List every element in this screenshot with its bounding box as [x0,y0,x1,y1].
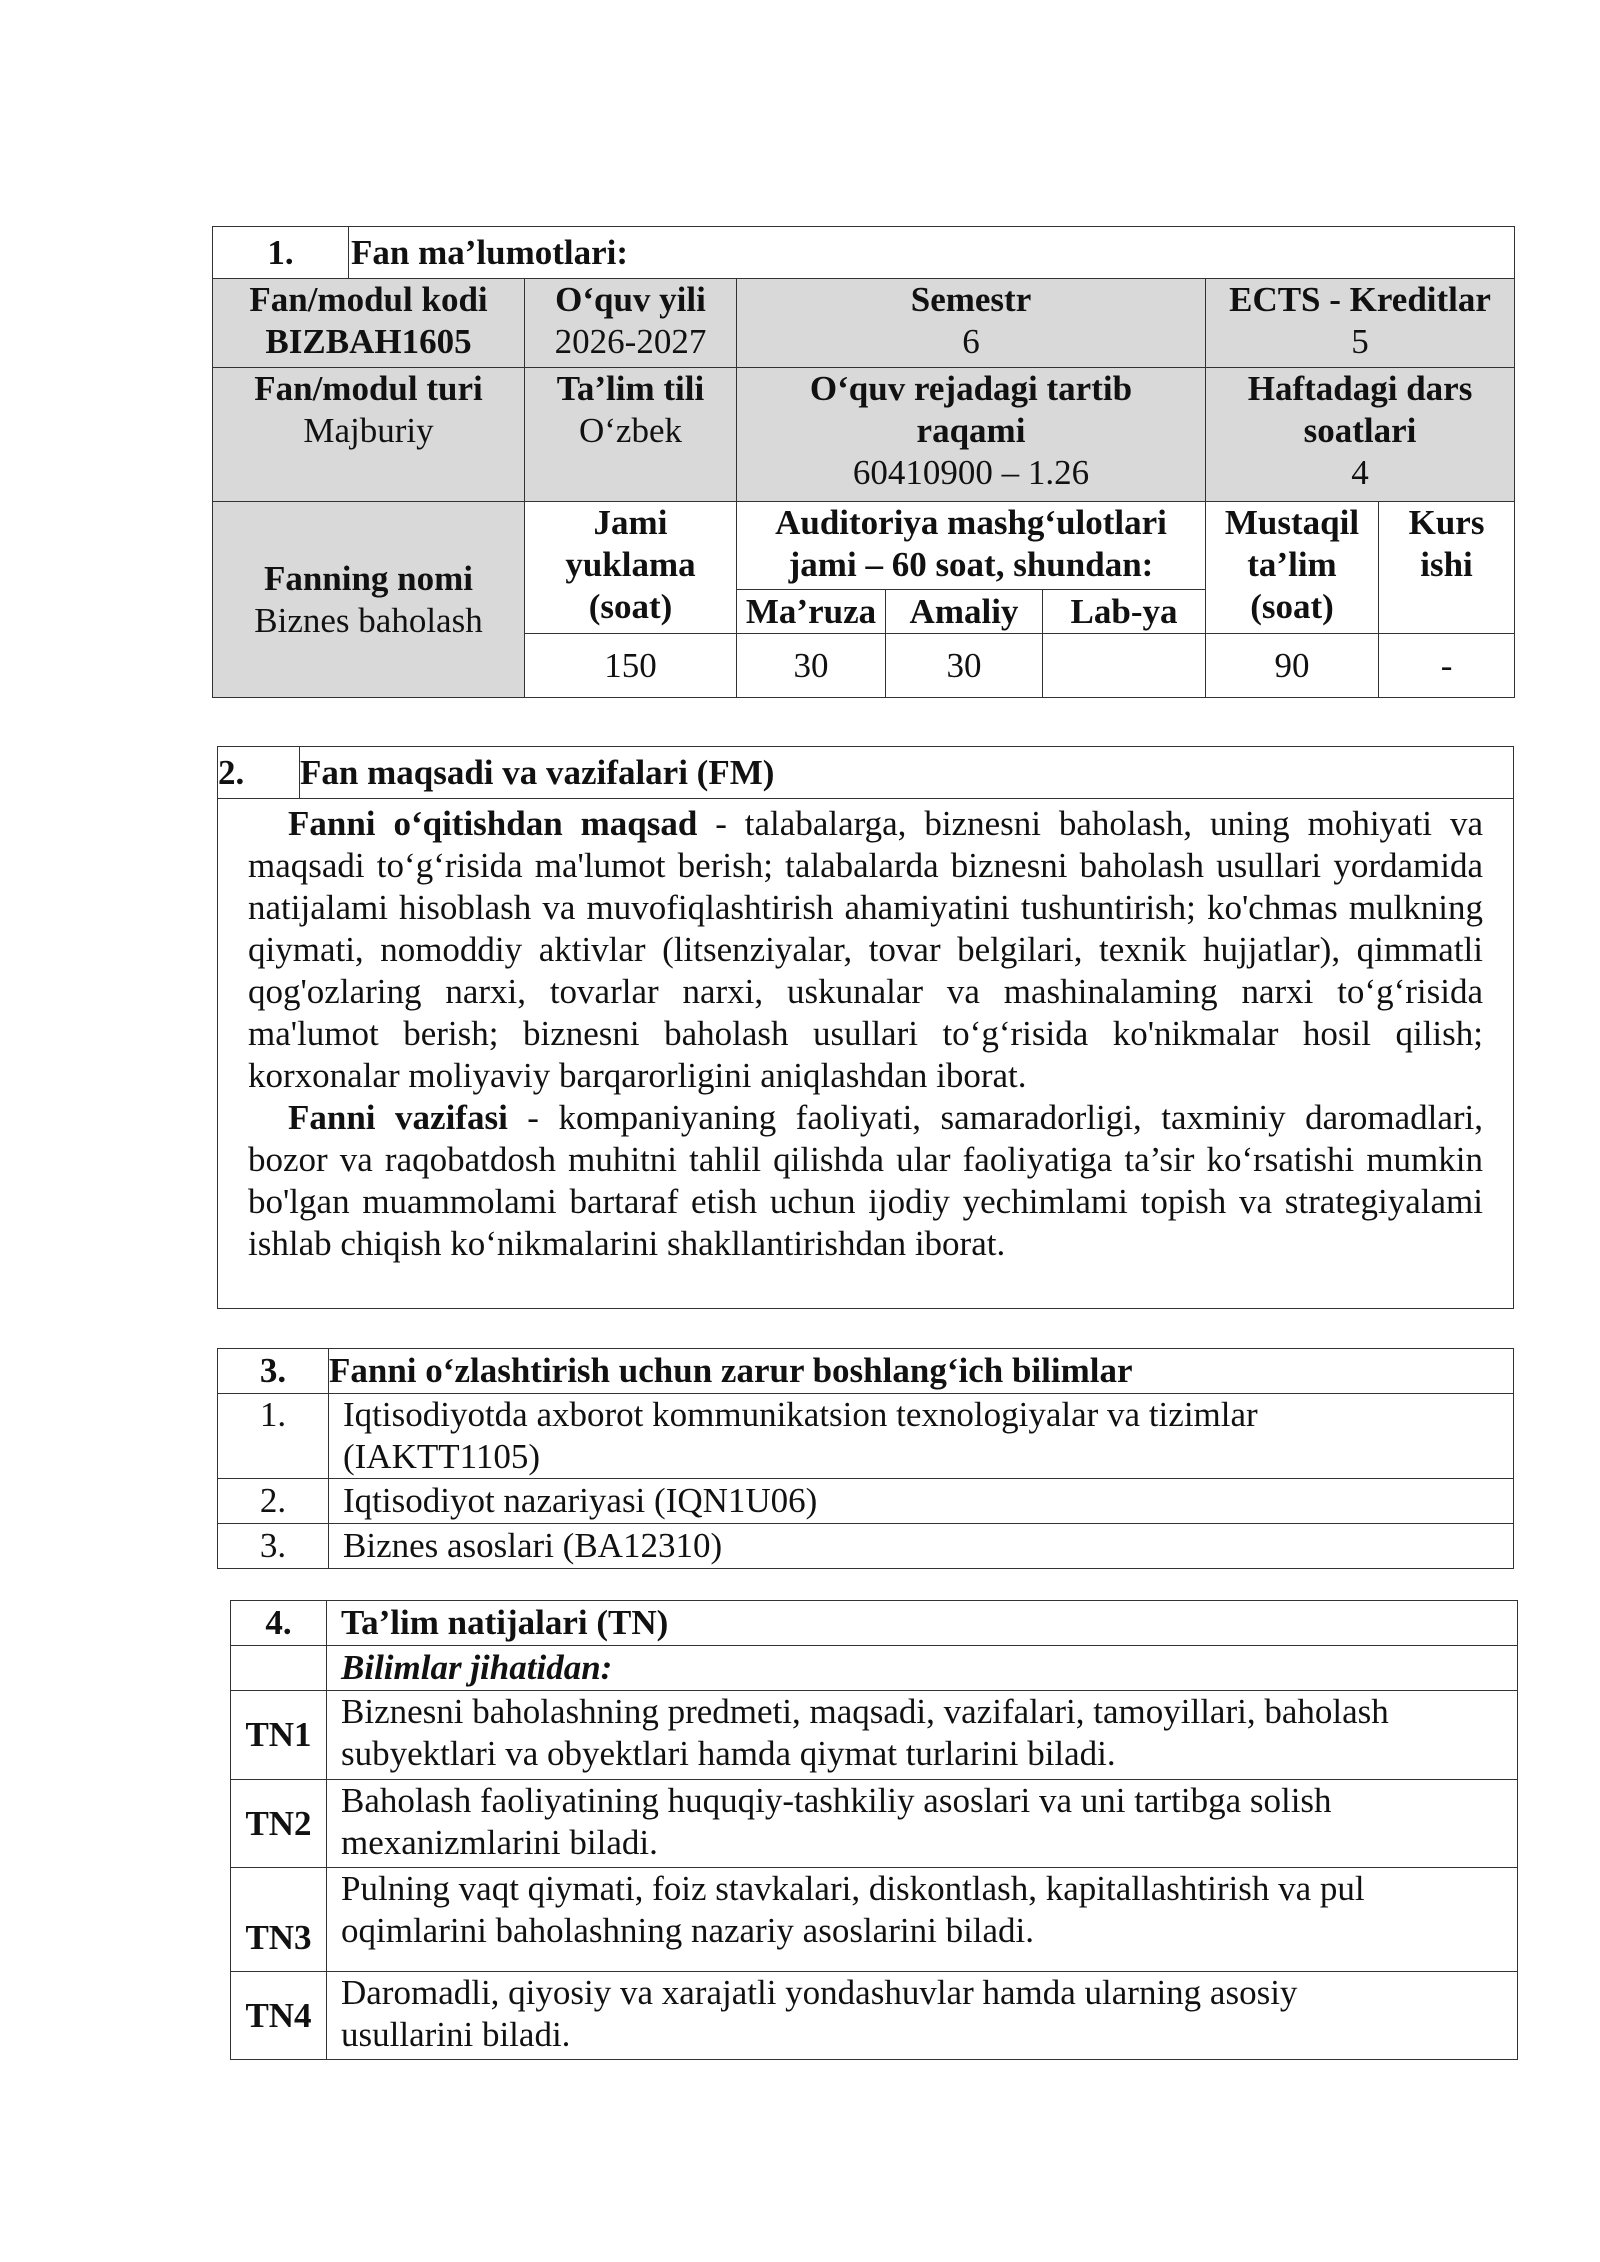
code-value: BIZBAH1605 [265,322,472,361]
list-item-text: Biznes asoslari (BA12310) [329,1524,1514,1569]
semester-label: Semestr [910,280,1032,319]
year-cell [525,279,737,368]
self-label-2: ta’lim [1247,545,1337,584]
weekly-value: 4 [1351,453,1369,492]
section-title: Fan ma’lumotlari: [349,227,1515,279]
order-cell [737,368,1206,502]
outcome-code: TN1 [231,1691,327,1780]
code-cell [213,279,525,368]
semester-cell [737,279,1206,368]
auditory-label-2: jami – 60 soat, shundan: [788,545,1154,584]
outcome-text [327,1972,1518,2060]
self-label-1: Mustaqil [1224,503,1360,542]
list-item-text: Iqtisodiyotda axborot kommunikatsion texnologiyalar va tizimlar [343,1395,1258,1434]
outcome-line: usullarini biladi. [341,2015,571,2054]
section-number: 1. [213,227,349,279]
list-item-text: (IAKTT1105) [343,1437,540,1476]
outcome-line: Pulning vaqt qiymati, foiz stavkalari, diskontlash, kapitallashtirish va pul [341,1869,1365,1908]
outcome-line: mexanizmlarini biladi. [341,1823,658,1862]
lecture-value: 30 [737,634,886,698]
outcome-code: TN2 [231,1780,327,1868]
section-title: Fanni o‘zlashtirish uchun zarur boshlang‘ich bilimlar [329,1349,1514,1394]
weekly-label-1: Haftadagi dars [1247,369,1473,408]
list-item [329,1394,1514,1479]
outcome-text [327,1691,1518,1780]
self-label-3: (soat) [1250,587,1334,626]
section-title: Fan maqsadi va vazifalari (FM) [300,747,1514,799]
name-label: Fanning nomi [263,558,474,598]
auditory-label-1: Auditoriya mashg‘ulotlari [775,503,1167,542]
ects-label: ECTS - Kreditlar [1229,280,1491,319]
self-value: 90 [1206,634,1379,698]
section-title: Ta’lim natijalari (TN) [327,1601,1518,1646]
lecture-header: Ma’ruza [737,590,886,634]
lang-value: O‘zbek [578,411,682,450]
list-item-number: 3. [218,1524,329,1569]
outcome-line: Biznesni baholashning predmeti, maqsadi, vazifalari, tamoyillari, baholash [341,1692,1389,1731]
task-text: - kompaniyaning faoliyati, samaradorligi, taxminiy daromadlari, bozor va raqobatdosh muhitni tahlil qilishda ular faoliyatiga ta’sir ko‘rsatishi mumkin bo'lgan muammolami bartaraf etish uchun ijodiy yechimlami topish va strategiyalami ishlab chiqish ko‘nikmalarini shakllantirishdan iborat. [248,1098,1484,1263]
section-number: 4. [231,1601,327,1646]
type-value: Majburiy [303,411,434,450]
semester-value: 6 [962,322,980,361]
course-label-2: ishi [1420,545,1473,584]
order-value: 60410900 – 1.26 [852,453,1090,492]
goal-text: - talabalarga, biznesni baholash, uning mohiyati va maqsadi to‘g‘risida ma'lumot berish; talabalarda biznesni baholash usullari yordamida natijalami hisoblash va muvofiqlashtirish ahamiyatini tushuntirish; ko'chmas mulkning qiymati, nomoddiy aktivlar (litsenziyalar, tovar belgilari, texnik hujjatlar), qimmatli qog'ozlaring narxi, tovarlar narxi, uskunalar va mashinalaming narxi to‘g‘risida ma'lumot berish; biznesni baholash usullari to‘g‘risida ko'nikmalar hosil qilish; korxonalar moliyaviy barqarorligini aniqlashdan iborat. [248,804,1483,1095]
course-work-header [1379,502,1515,634]
lang-label: Ta’lim tili [556,369,705,408]
section-number: 3. [218,1349,329,1394]
goal-paragraph [248,803,1483,1097]
self-study-header [1206,502,1379,634]
type-cell [213,368,525,502]
goal-label: Fanni o‘qitishdan maqsad [288,804,698,843]
lab-value [1043,634,1206,698]
section-number: 2. [218,747,300,799]
outcome-code: TN4 [231,1972,327,2060]
weekly-cell [1206,368,1515,502]
ects-value: 5 [1351,322,1369,361]
lang-cell [525,368,737,502]
name-cell [213,502,525,698]
list-item-number: 1. [218,1394,329,1479]
total-header [525,502,737,634]
auditory-header [737,502,1206,590]
year-label: O‘quv yili [555,280,706,319]
outcome-line: Daromadli, qiyosiy va xarajatli yondashuvlar hamda ularning asosiy [341,1973,1298,2012]
practice-header: Amaliy [886,590,1043,634]
fan-malumotlari-table [212,226,1515,698]
task-paragraph [248,1097,1483,1265]
course-value: - [1379,634,1515,698]
weekly-label-2: soatlari [1303,411,1417,450]
fan-maqsadi-table [217,746,1514,1309]
order-label-1: O‘quv rejadagi tartib [809,369,1133,408]
total-label-3: (soat) [588,587,673,626]
section-subtitle: Bilimlar jihatidan: [327,1646,1518,1691]
lab-header: Lab-ya [1043,590,1206,634]
talim-natijalari-table [230,1600,1518,2060]
goals-body [218,799,1514,1309]
outcome-code: TN3 [231,1868,327,1972]
type-label: Fan/modul turi [254,369,483,408]
outcome-line: Baholash faoliyatining huquqiy-tashkiliy asoslari va uni tartibga solish [341,1781,1332,1820]
outcome-line: subyektlari va obyektlari hamda qiymat turlarini biladi. [341,1734,1116,1773]
outcome-line: oqimlarini baholashning nazariy asoslarini biladi. [341,1911,1035,1950]
outcome-text [327,1868,1518,1972]
ects-cell [1206,279,1515,368]
practice-value: 30 [886,634,1043,698]
list-item-text: Iqtisodiyot nazariyasi (IQN1U06) [329,1479,1514,1524]
course-label-1: Kurs [1408,503,1485,542]
name-value: Biznes baholash [254,600,483,640]
boshlangich-bilimlar-table [217,1348,1514,1569]
list-item-number: 2. [218,1479,329,1524]
total-label-1: Jami [593,503,668,542]
total-value: 150 [525,634,737,698]
outcome-text [327,1780,1518,1868]
year-value: 2026-2027 [554,322,707,361]
code-label: Fan/modul kodi [249,280,488,319]
order-label-2: raqami [916,411,1026,450]
task-label: Fanni vazifasi [288,1098,508,1137]
empty-cell [231,1646,327,1691]
total-label-2: yuklama [565,545,696,584]
